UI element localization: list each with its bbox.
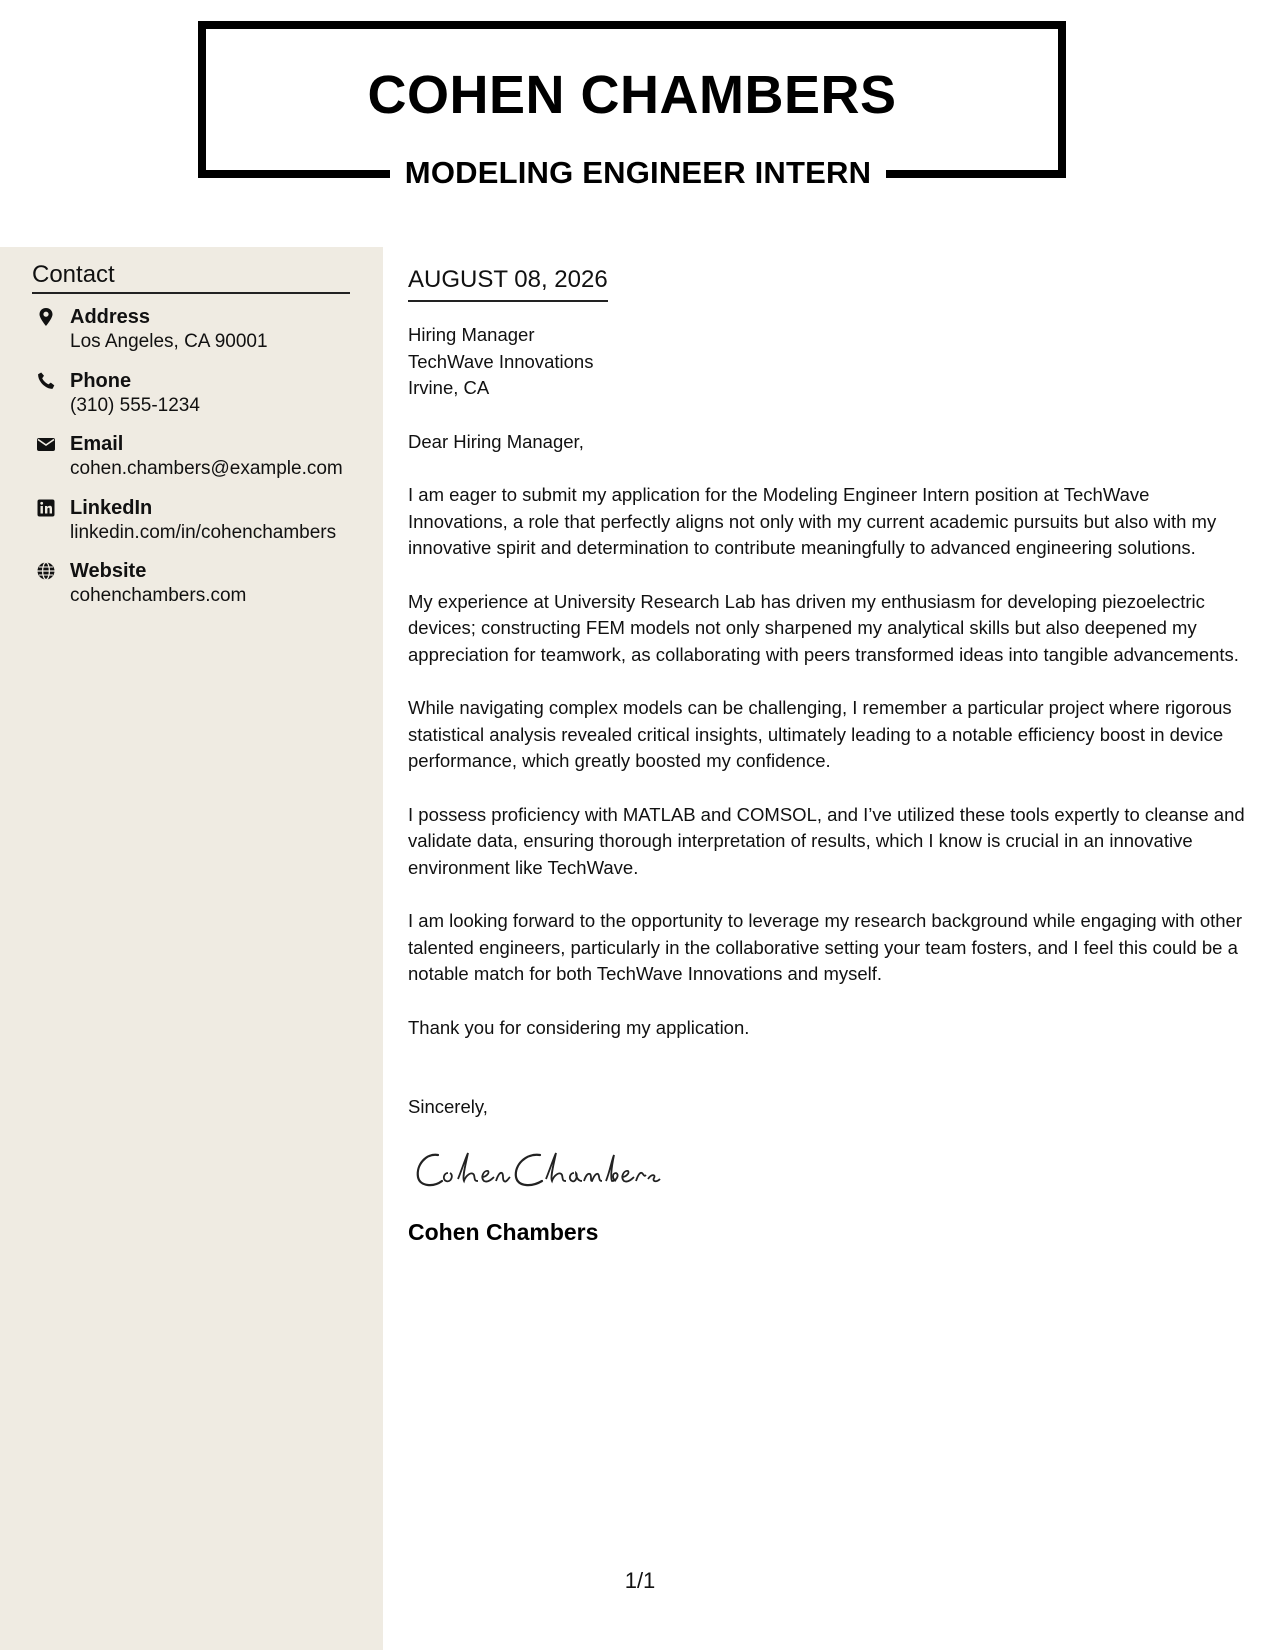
signature-graphic	[408, 1143, 668, 1199]
contact-label: LinkedIn	[70, 496, 153, 519]
contact-list	[32, 304, 372, 622]
location-pin-icon	[36, 307, 56, 327]
contact-item-phone	[32, 368, 372, 432]
contact-value: (310) 555-1234	[70, 394, 200, 416]
letter-body	[408, 262, 1250, 1247]
closing: Sincerely,	[408, 1096, 488, 1117]
phone-icon	[36, 371, 56, 391]
signature-image	[408, 1143, 1250, 1199]
contact-item-linkedin	[32, 495, 372, 559]
envelope-icon	[36, 434, 56, 454]
recipient-block	[408, 322, 1250, 402]
recipient-line: TechWave Innovations	[408, 350, 594, 372]
contact-value: Los Angeles, CA 90001	[70, 331, 268, 352]
paragraph: I possess proficiency with MATLAB and COMSOL, and I’ve utilized these tools expertly to cleanse and validate data, ensuring thorough interpretation of results, which I know is crucial in an innovative environment like TechWave.	[408, 803, 1245, 878]
signer-name: Cohen Chambers	[408, 1218, 599, 1245]
contact-label: Email	[70, 433, 124, 455]
paragraph: While navigating complex models can be challenging, I remember a particular project where rigorous statistical analysis revealed critical insights, ultimately leading to a notable efficiency boost in device performance, which greatly boosted my confidence.	[408, 697, 1232, 771]
linkedin-icon	[36, 498, 56, 518]
contact-value[interactable]: linkedin.com/in/cohenchambers	[70, 521, 337, 543]
contact-item-website	[32, 558, 372, 622]
applicant-name: COHEN CHAMBERS	[367, 65, 897, 125]
contact-label: Website	[70, 560, 147, 582]
contact-value[interactable]: cohenchambers.com	[70, 585, 247, 606]
contact-item-email	[32, 431, 372, 495]
recipient-line: Hiring Manager	[408, 324, 535, 345]
salutation: Dear Hiring Manager,	[408, 430, 584, 452]
contact-item-address	[32, 304, 372, 368]
job-title-box	[390, 150, 886, 196]
paragraph: I am eager to submit my application for the Modeling Engineer Intern position at TechWave Innovations, a role that perfectly aligns not only with my current academic pursuits but also with my innovative spirit and determination to contribute meaningfully to advanced engineering solutions.	[408, 484, 1217, 558]
paragraph: I am looking forward to the opportunity to leverage my research background while engaging with other talented engineers, particularly in the collaborative setting your team fosters, and I feel this could be a notable match for both TechWave Innovations and myself.	[408, 910, 1242, 984]
job-title: MODELING ENGINEER INTERN	[404, 155, 872, 190]
page-number: 1/1	[624, 1568, 656, 1593]
contact-value[interactable]: cohen.chambers@example.com	[70, 458, 343, 479]
contact-label: Address	[70, 306, 151, 328]
paragraph: Thank you for considering my application.	[408, 1016, 750, 1038]
letter-date: AUGUST 08, 2026	[408, 262, 608, 302]
globe-icon	[36, 561, 56, 581]
recipient-line: Irvine, CA	[408, 377, 490, 398]
contact-label: Phone	[70, 369, 132, 392]
paragraph: My experience at University Research Lab has driven my enthusiasm for developing piezoelectric devices; constructing FEM models not only sharpened my analytical skills but also deepened my appreciation for teamwork, as collaborating with peers transformed ideas into tangible advancements.	[408, 590, 1239, 665]
contact-heading: Contact	[32, 258, 350, 294]
